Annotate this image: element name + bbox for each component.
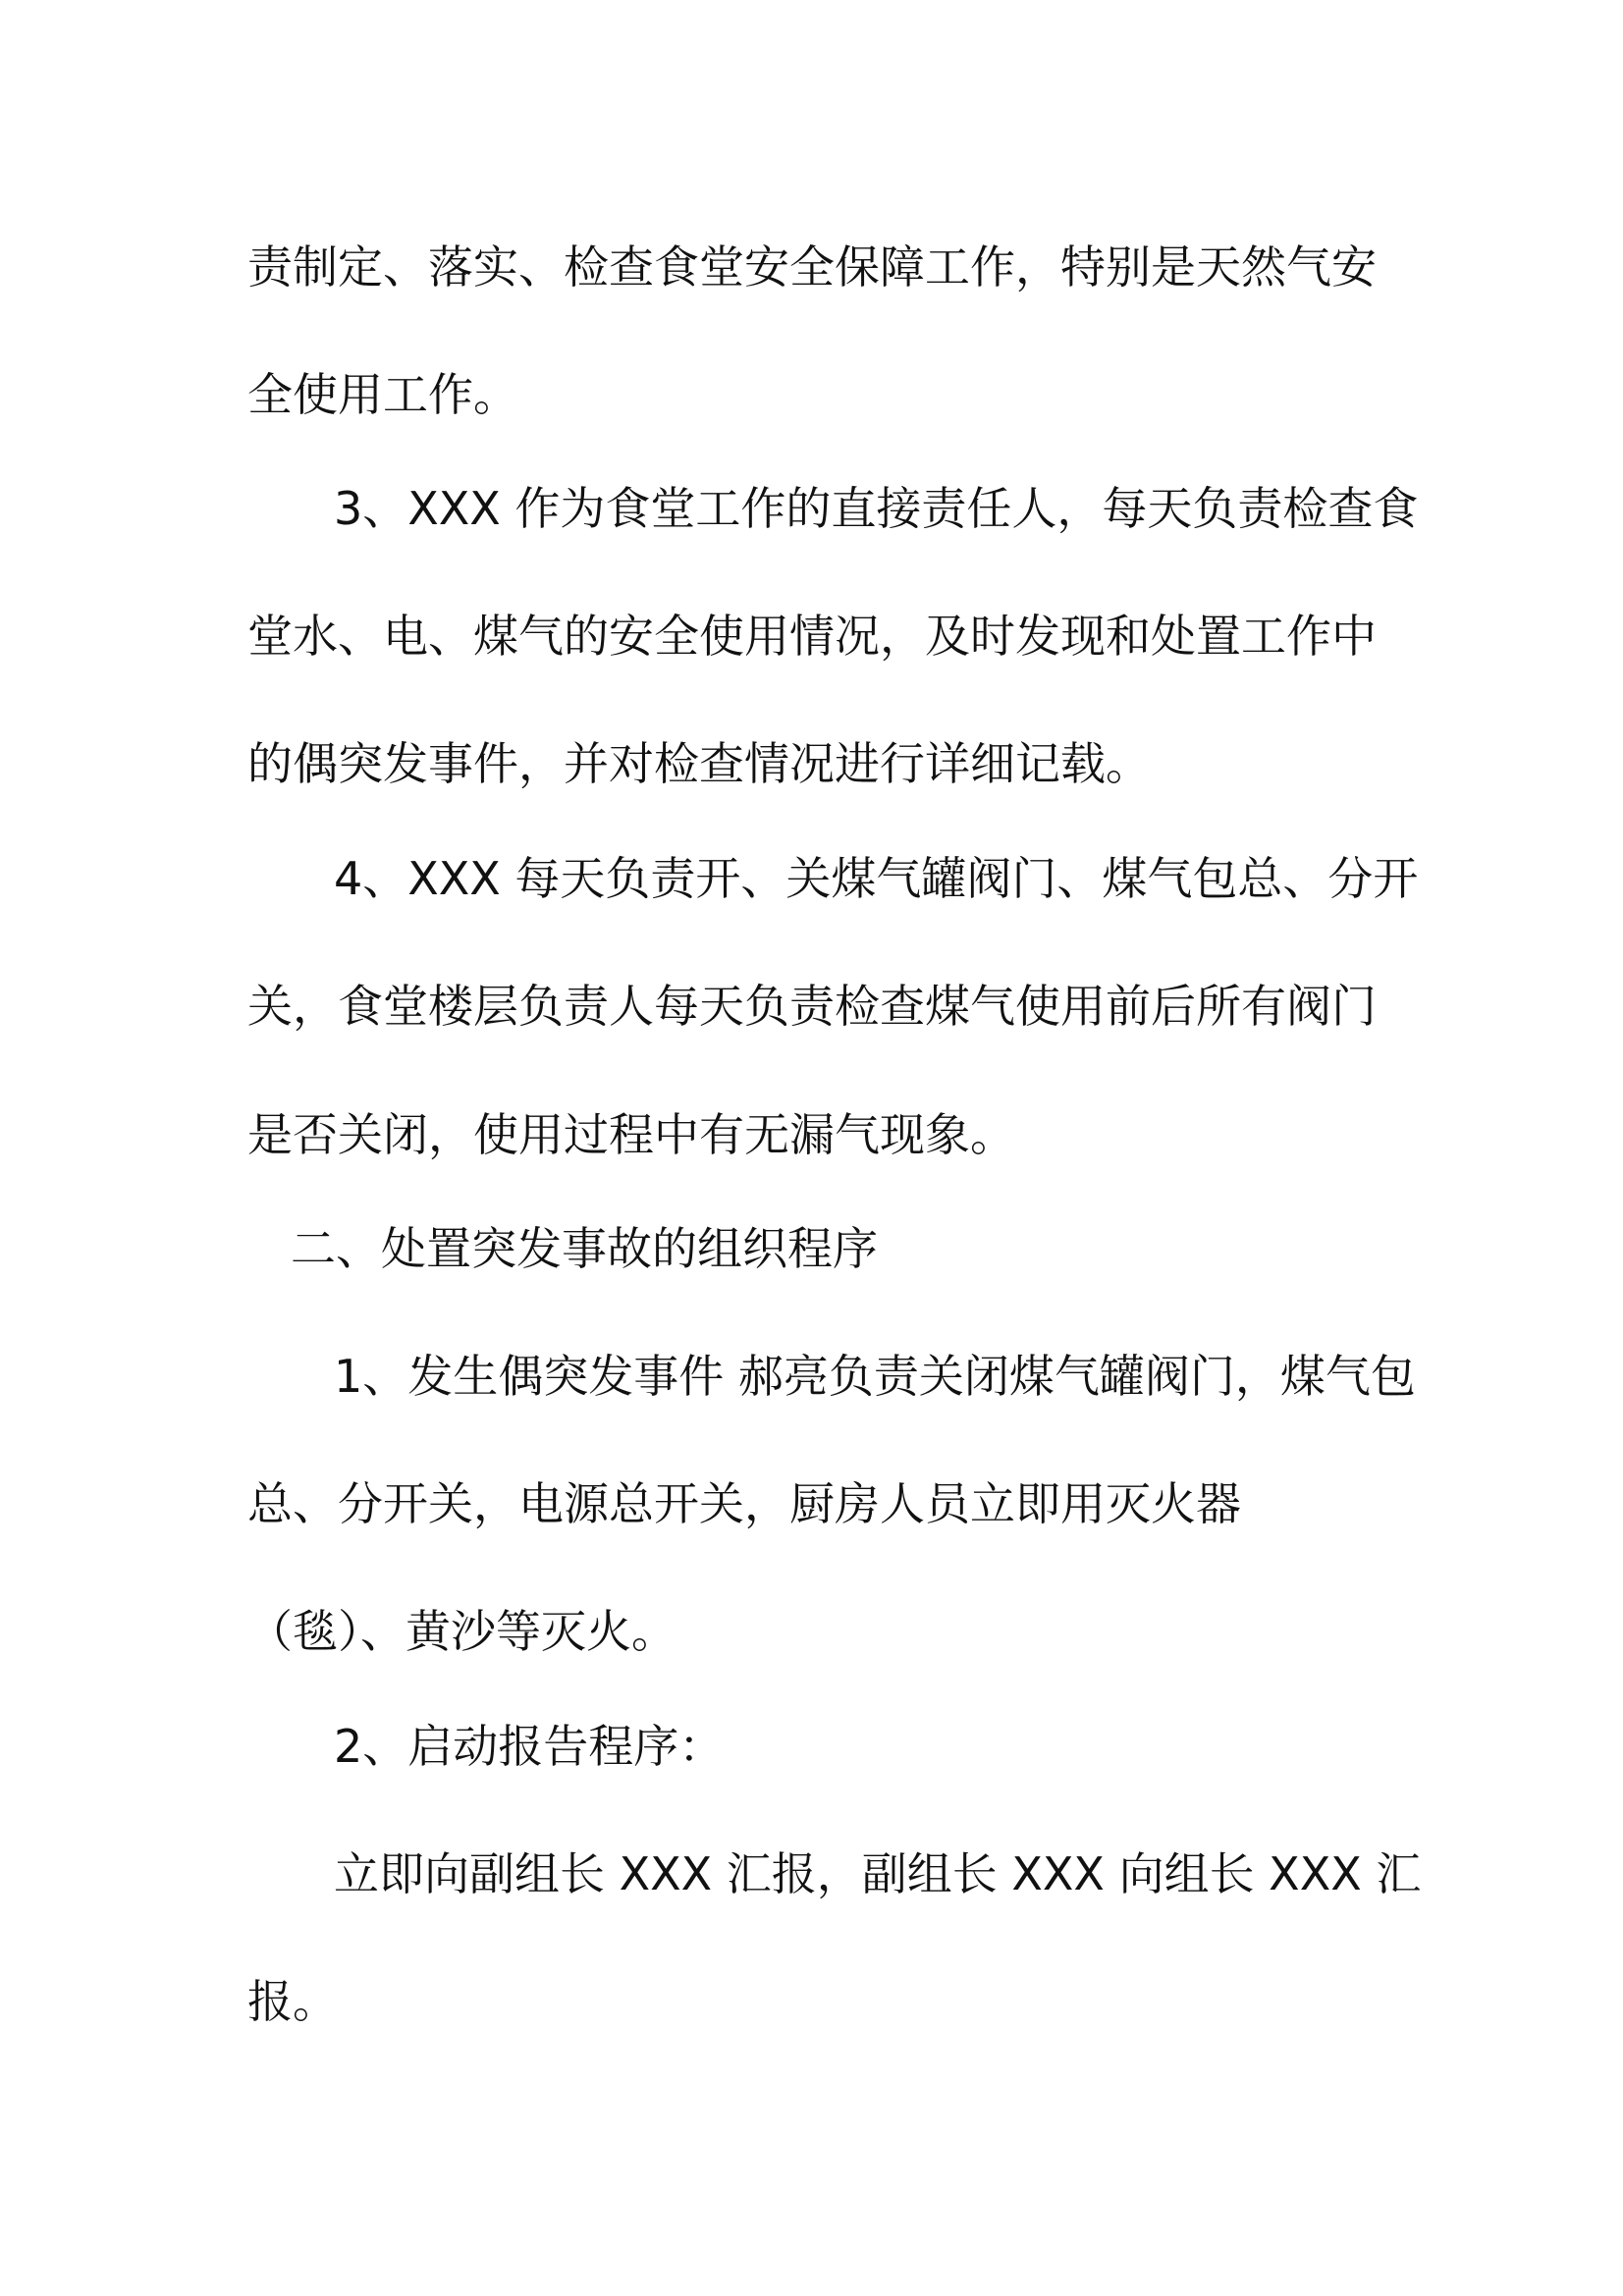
paragraph-line: 堂水、电、煤气的安全使用情况，及时发现和处置工作中 (247, 610, 1377, 663)
paragraph-line: 4、XXX 每天负责开、关煤气罐阀门、煤气包总、分开 (334, 852, 1419, 905)
paragraph-line: 3、XXX 作为食堂工作的直接责任人，每天负责检查食 (334, 482, 1419, 535)
paragraph-line: 1、发生偶突发事件 郝亮负责关闭煤气罐阀门，煤气包 (334, 1350, 1416, 1403)
paragraph-line: 立即向副组长 XXX 汇报，副组长 XXX 向组长 XXX 汇 (334, 1847, 1422, 1900)
paragraph-line: 责制定、落实、检查食堂安全保障工作，特别是天然气安 (247, 240, 1377, 294)
paragraph-line: 关，食堂楼层负责人每天负责检查煤气使用前后所有阀门 (247, 980, 1377, 1033)
paragraph-line: 报。 (247, 1975, 338, 2028)
paragraph-line: 是否关闭，使用过程中有无漏气现象。 (247, 1108, 1015, 1161)
paragraph-line: 2、启动报告程序： (334, 1720, 725, 1773)
paragraph-line: 总、分开关，电源总开关，厨房人员立即用灭火器 (247, 1477, 1241, 1530)
paragraph-line: 的偶突发事件，并对检查情况进行详细记载。 (247, 737, 1151, 790)
section-heading: 二、处置突发事故的组织程序 (291, 1222, 878, 1275)
paragraph-line: （毯）、黄沙等灭火。 (247, 1605, 676, 1658)
paragraph-line: 全使用工作。 (247, 368, 518, 421)
